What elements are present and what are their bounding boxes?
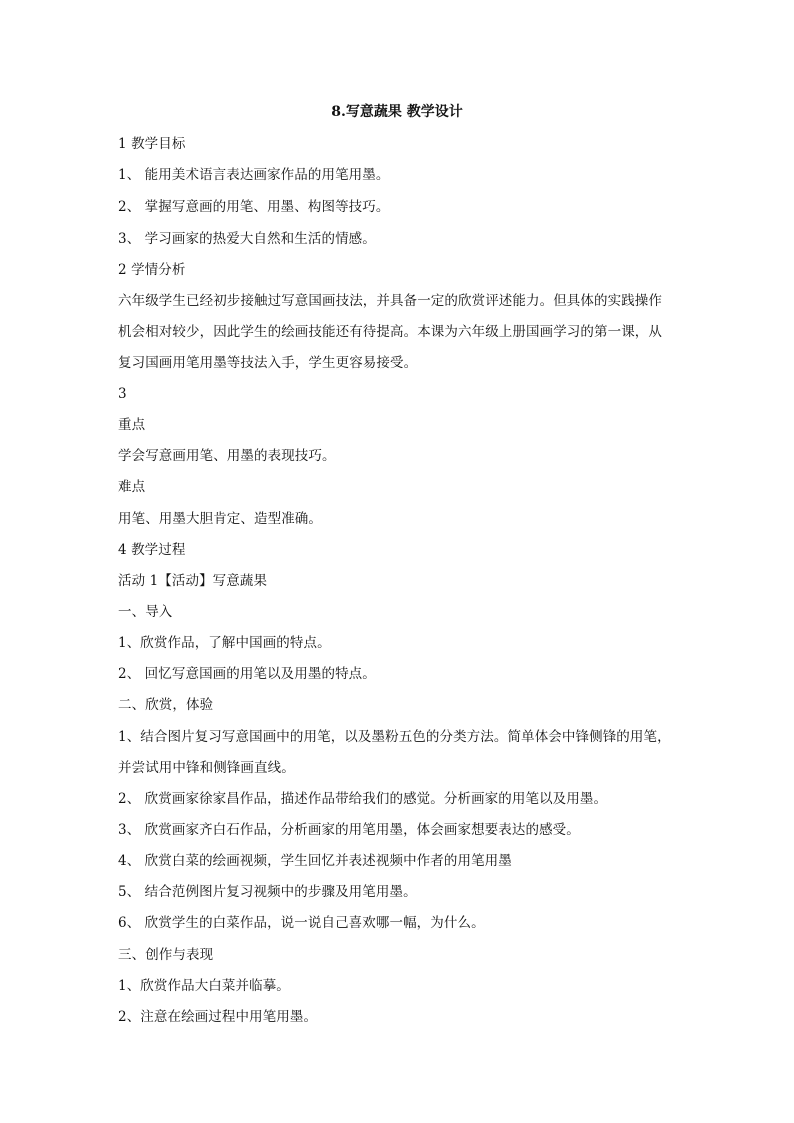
key-point-text: 学会写意画用笔、用墨的表现技巧。 [118, 448, 336, 464]
paragraph-line: 机会相对较少，因此学生的绘画技能还有待提高。本课为六年级上册国画学习的第一课，从 [118, 324, 662, 340]
section-heading-objectives: 1 教学目标 [118, 136, 186, 152]
list-item: 6、 欣赏学生的白菜作品，说一说自己喜欢哪一幅，为什么。 [118, 915, 485, 931]
section-heading-analysis: 2 学情分析 [118, 262, 186, 278]
list-item: 2、注意在绘画过程中用笔用墨。 [118, 1009, 318, 1025]
subheading-difficulty: 难点 [118, 479, 146, 495]
list-item: 1、欣赏作品，了解中国画的特点。 [118, 635, 331, 651]
objective-item-1: 1、 能用美术语言表达画家作品的用笔用墨。 [118, 167, 390, 183]
subheading-key-point: 重点 [118, 417, 146, 433]
document-title: 8.写意蔬果 教学设计 [331, 104, 463, 120]
list-item: 4、 欣赏白菜的绘画视频，学生回忆并表述视频中作者的用笔用墨 [118, 853, 512, 869]
list-item: 1、欣赏作品大白菜并临摹。 [118, 978, 290, 994]
list-item: 2、 回忆写意国画的用笔以及用墨的特点。 [118, 666, 376, 682]
objective-item-2: 2、 掌握写意画的用笔、用墨、构图等技巧。 [118, 199, 390, 215]
list-item: 2、 欣赏画家徐家昌作品，描述作品带给我们的感觉。分析画家的用笔以及用墨。 [118, 791, 608, 807]
step-heading-intro: 一、导入 [118, 604, 173, 620]
list-item: 3、 欣赏画家齐白石作品，分析画家的用笔用墨，体会画家想要表达的感受。 [118, 822, 580, 838]
paragraph-line: 六年级学生已经初步接触过写意国画技法，并具备一定的欣赏评述能力。但具体的实践操作 [118, 293, 662, 309]
activity-heading: 活动 1【活动】写意蔬果 [118, 573, 268, 589]
difficulty-text: 用笔、用墨大胆肯定、造型准确。 [118, 511, 322, 527]
step-heading-appreciate: 二、欣赏，体验 [118, 697, 214, 713]
objective-item-3: 3、 学习画家的热爱大自然和生活的情感。 [118, 231, 376, 247]
step-heading-creation: 三、创作与表现 [118, 947, 214, 963]
list-item-continuation: 并尝试用中锋和侧锋画直线。 [118, 760, 295, 776]
list-item: 5、 结合范例图片复习视频中的步骤及用笔用墨。 [118, 884, 417, 900]
list-item: 1、结合图片复习写意国画中的用笔，以及墨粉五色的分类方法。简单体会中锋侧锋的用笔， [118, 729, 671, 745]
section-heading-3: 3 [118, 386, 127, 402]
section-heading-process: 4 教学过程 [118, 542, 186, 558]
paragraph-line: 复习国画用笔用墨等技法入手，学生更容易接受。 [118, 355, 418, 371]
